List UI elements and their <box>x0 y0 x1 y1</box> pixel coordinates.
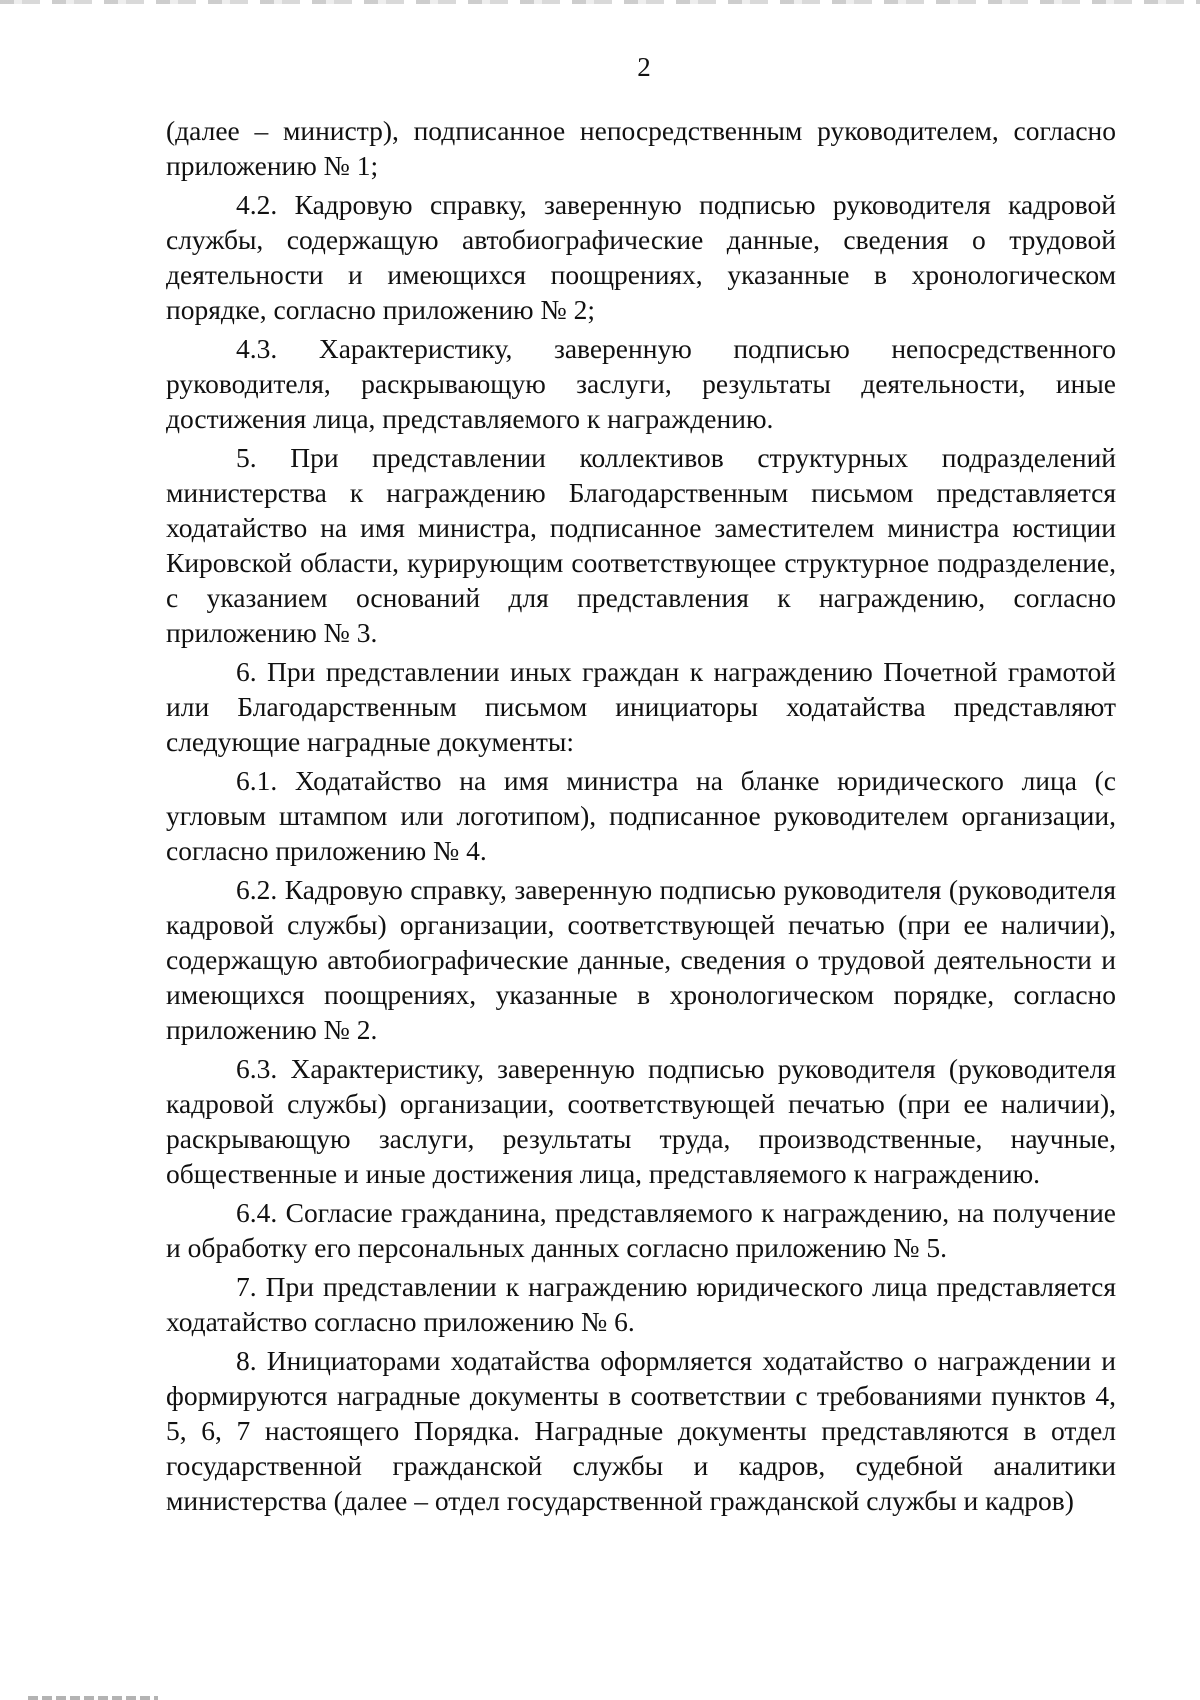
paragraph-6-3: 6.3. Характеристику, заверенную подписью руководителя (руководителя кадровой службы) организации, соответствующей печатью (при ее наличии), раскрывающую заслуги, результаты труда, производственные, научные, общественные и иные достижения лица, представляемого к награждению. <box>166 1053 1116 1189</box>
paragraph-5: 5. При представлении коллективов структурных подразделений министерства к награждению Благодарственным письмом представляется ходатайство на имя министра, подписанное заместителем министра юстиции Кировской области, курирующим соответствующее структурное подразделение, с указанием оснований для представления к награждению, согласно приложению № 3. <box>166 442 1116 648</box>
paragraph-8: 8. Инициаторами ходатайства оформляется ходатайство о награждении и формируются наградные документы в соответствии с требованиями пунктов 4, 5, 6, 7 настоящего Порядка. Наградные документы представляются в отдел государственной гражданской службы и кадров, судебной аналитики министерства (далее – отдел государственной гражданской службы и кадров) <box>166 1345 1116 1516</box>
page-number: 2 <box>637 52 651 82</box>
paragraph-7: 7. При представлении к награждению юридического лица представляется ходатайство согласно приложению № 6. <box>166 1271 1116 1337</box>
document-body <box>166 113 1116 1522</box>
scan-edge-top <box>0 0 1200 4</box>
paragraph-6-2: 6.2. Кадровую справку, заверенную подписью руководителя (руководителя кадровой службы) организации, соответствующей печатью (при ее наличии), содержащую автобиографические данные, сведения о трудовой деятельности и имеющихся поощрениях, указанные в хронологическом порядке, согласно приложению № 2. <box>166 874 1116 1045</box>
paragraph-4-2: 4.2. Кадровую справку, заверенную подписью руководителя кадровой службы, содержащую автобиографические данные, сведения о трудовой деятельности и имеющихся поощрениях, указанные в хронологическом порядке, согласно приложению № 2; <box>166 189 1116 325</box>
paragraph-continuation: (далее – министр), подписанное непосредственным руководителем, согласно приложению № 1; <box>166 115 1116 181</box>
paragraph-4-3: 4.3. Характеристику, заверенную подписью непосредственного руководителя, раскрывающую заслуги, результаты деятельности, иные достижения лица, представляемого к награждению. <box>166 333 1116 434</box>
paragraph-6-1: 6.1. Ходатайство на имя министра на бланке юридического лица (с угловым штампом или логотипом), подписанное руководителем организации, согласно приложению № 4. <box>166 765 1116 866</box>
scan-edge-bottom <box>28 1696 158 1700</box>
paragraph-6: 6. При представлении иных граждан к награждению Почетной грамотой или Благодарственным письмом инициаторы ходатайства представляют следующие наградные документы: <box>166 656 1116 757</box>
paragraph-6-4: 6.4. Согласие гражданина, представляемого к награждению, на получение и обработку его персональных данных согласно приложению № 5. <box>166 1197 1116 1263</box>
